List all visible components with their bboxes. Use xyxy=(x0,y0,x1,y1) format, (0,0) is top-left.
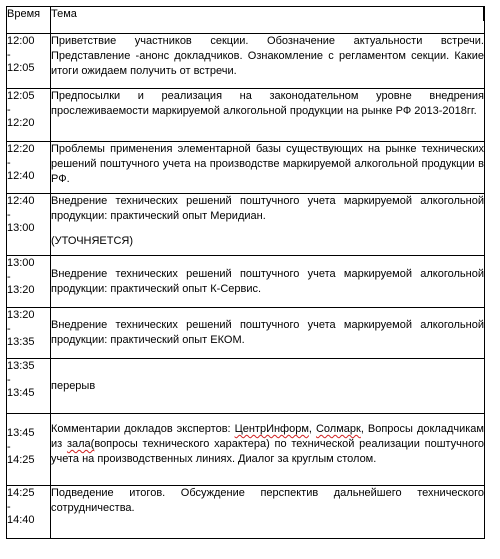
time-start: 13:35 xyxy=(7,360,35,372)
table-row xyxy=(7,359,485,414)
topic-text-part: , Вопросы докладчикам из xyxy=(51,423,484,450)
table-row xyxy=(7,194,485,256)
topic-cell xyxy=(51,308,485,359)
time-cell xyxy=(7,194,51,256)
topic-text: перерыв xyxy=(51,379,96,392)
time-end: 12:20 xyxy=(7,117,35,129)
time-end: 13:20 xyxy=(7,284,35,296)
topic-cell xyxy=(51,256,485,308)
time-end: 14:25 xyxy=(7,454,35,466)
table-row xyxy=(7,89,485,142)
time-cell xyxy=(7,34,51,89)
time-dash: - xyxy=(7,501,11,513)
agenda-table xyxy=(6,6,485,539)
time-cell xyxy=(7,89,51,142)
misspelled-word: ЦентрИнформ xyxy=(234,423,309,435)
topic-cell xyxy=(51,414,485,486)
time-dash: - xyxy=(7,157,11,169)
table-row xyxy=(7,256,485,308)
topic-text: Внедрение технических решений поштучного учета маркируемой алкогольной продукции: практический опыт К-Сервис. xyxy=(51,267,484,295)
time-dash: - xyxy=(7,49,11,61)
time-cell xyxy=(7,414,51,486)
topic-cell: Проблемы применения элементарной базы существующих на рынке технических решений поштучного учета на производстве маркируемой алкогольной продукции в РФ. xyxy=(51,142,485,194)
header-topic: Тема xyxy=(51,7,485,34)
time-end: 13:35 xyxy=(7,336,35,348)
time-start: 12:40 xyxy=(7,195,35,207)
misspelled-word: Солмарк xyxy=(315,423,361,435)
topic-cell: Подведение итогов. Обсуждение перспектив дальнейшего технического сотрудничества. xyxy=(51,486,485,539)
time-start: 13:45 xyxy=(7,427,35,439)
time-cell xyxy=(7,359,51,414)
header-time: Время xyxy=(7,7,51,34)
time-dash: - xyxy=(7,104,11,116)
time-dash: - xyxy=(7,323,11,335)
table-row xyxy=(7,414,485,486)
time-start: 13:20 xyxy=(7,309,35,321)
time-end: 14:40 xyxy=(7,514,35,526)
time-start: 12:00 xyxy=(7,35,35,47)
time-cell xyxy=(7,142,51,194)
time-dash: - xyxy=(7,374,11,386)
topic-note: (УТОЧНЯЕТСЯ) xyxy=(51,235,134,247)
time-cell xyxy=(7,308,51,359)
table-row xyxy=(7,142,485,194)
topic-cell: Приветствие участников секции. Обозначение актуальности встречи. Представление -анонс докладчиков. Ознакомление с регламентом секции. Какие итоги ожидаем получить от встречи. xyxy=(51,34,485,89)
misspelled-word: зала( xyxy=(66,438,95,450)
time-end: 13:45 xyxy=(7,387,35,399)
topic-text: Внедрение технических решений поштучного учета маркируемой алкогольной продукции: практический опыт ЕКОМ. xyxy=(51,319,484,346)
time-start: 12:20 xyxy=(7,143,35,155)
topic-cell: Предпосылки и реализация на законодательном уровне внедрения прослеживаемости маркируемой алкогольной продукции на рынке РФ 2013-2018гг. xyxy=(51,89,485,142)
time-end: 13:00 xyxy=(7,222,35,234)
topic-text: Внедрение технических решений поштучного учета маркируемой алкогольной продукции: практический опыт Меридиан. xyxy=(51,195,484,222)
time-end: 12:40 xyxy=(7,170,35,182)
table-row xyxy=(7,34,485,89)
table-row xyxy=(7,308,485,359)
time-start: 13:00 xyxy=(7,257,35,269)
time-cell xyxy=(7,256,51,308)
table-row xyxy=(7,486,485,539)
time-cell xyxy=(7,486,51,539)
time-start: 14:25 xyxy=(7,487,35,499)
topic-cell xyxy=(51,359,485,414)
topic-text-part: Комментарии докладов экспертов: xyxy=(51,423,235,435)
topic-text-part: , xyxy=(308,423,316,435)
topic-text-part: вопросы технического характера) по технической реализации поштучного учета на производственных линиях. Диалог за круглым столом. xyxy=(51,438,484,465)
time-dash: - xyxy=(7,271,11,283)
topic-cell xyxy=(51,194,485,256)
time-dash: - xyxy=(7,209,11,221)
time-end: 12:05 xyxy=(7,62,35,74)
time-dash: - xyxy=(7,441,11,453)
time-start: 12:05 xyxy=(7,90,35,102)
table-header-row xyxy=(7,7,485,34)
